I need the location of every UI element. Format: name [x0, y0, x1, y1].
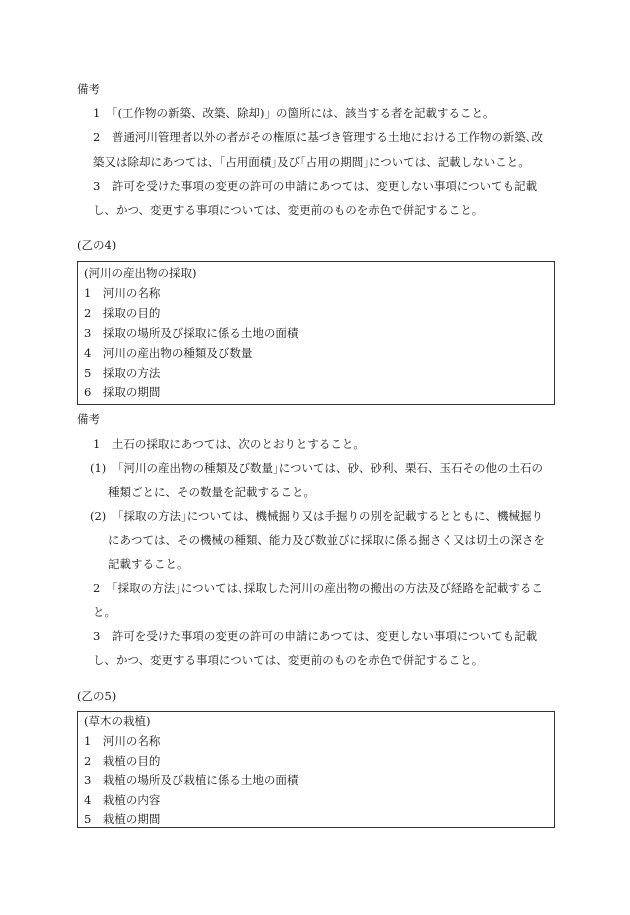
form-title: (乙の5)	[77, 689, 117, 703]
remark-note-continuation: にあつては、その機械の種類、能力及び数並びに採取に係る掘さく又は切土の深さを	[108, 533, 545, 547]
form-item: 1 河川の名称	[84, 734, 161, 748]
form-item: 2 採取の目的	[84, 306, 161, 320]
remark-note: 2 ｢採取の方法｣については､採取した河川の産出物の搬出の方法及び経路を記載するこ	[93, 581, 543, 595]
form-box	[77, 711, 555, 828]
remark-note: 1 「(工作物の新築、改築、除却)」の箇所には、該当する者を記載すること。	[93, 106, 495, 120]
form-item: 4 河川の産出物の種類及び数量	[84, 346, 253, 360]
form-item: 2 栽植の目的	[84, 754, 161, 768]
form-title: (乙の4)	[77, 238, 117, 252]
remark-note: 3 許可を受けた事項の変更の許可の申請にあつては、変更しない事項についても記載	[93, 629, 538, 643]
form-item: 4 栽植の内容	[84, 793, 161, 807]
remark-note-continuation: し、かつ、変更する事項については、変更前のものを赤色で併記すること。	[93, 653, 484, 667]
remark-note: 2 普通河川管理者以外の者がその権原に基づき管理する土地における工作物の新築､改	[93, 130, 544, 144]
remark-subnote: (2) ｢採取の方法｣については、機械掘り又は手掘りの別を記載するとともに、機械掘り	[90, 509, 544, 523]
remark-note-continuation: 築又は除却にあつては、｢占用面積｣及び｢占用の期間｣については、記載しないこと。	[93, 155, 530, 169]
remark-note: 3 許可を受けた事項の変更の許可の申請にあつては、変更しない事項についても記載	[93, 179, 538, 193]
remark-note-continuation: 記載すること。	[108, 557, 189, 571]
form-box	[77, 261, 555, 405]
form-item: 3 採取の場所及び採取に係る土地の面積	[84, 326, 299, 340]
remark-subnote: (1) ｢河川の産出物の種類及び数量｣については、砂、砂利、栗石、玉石その他の土石の	[90, 461, 544, 475]
remark-note-continuation: と。	[93, 605, 116, 619]
remarks-heading: 備考	[77, 412, 100, 426]
remark-note-continuation: 種類ごとに、その数量を記載すること。	[108, 485, 315, 499]
remarks-heading: 備考	[77, 82, 100, 96]
form-item: 6 採取の期間	[84, 385, 161, 399]
form-item: 5 栽植の期間	[84, 812, 161, 826]
remark-note-continuation: し、かつ、変更する事項については、変更前のものを赤色で併記すること。	[93, 203, 484, 217]
form-box-header: (河川の産出物の採取)	[84, 266, 197, 280]
form-item: 3 栽植の場所及び栽植に係る土地の面積	[84, 773, 299, 787]
form-item: 5 採取の方法	[84, 366, 161, 380]
remark-note: 1 土石の採取にあつては、次のとおりとすること。	[93, 437, 365, 451]
form-box-header: (草木の栽植)	[84, 714, 151, 728]
form-item: 1 河川の名称	[84, 286, 161, 300]
